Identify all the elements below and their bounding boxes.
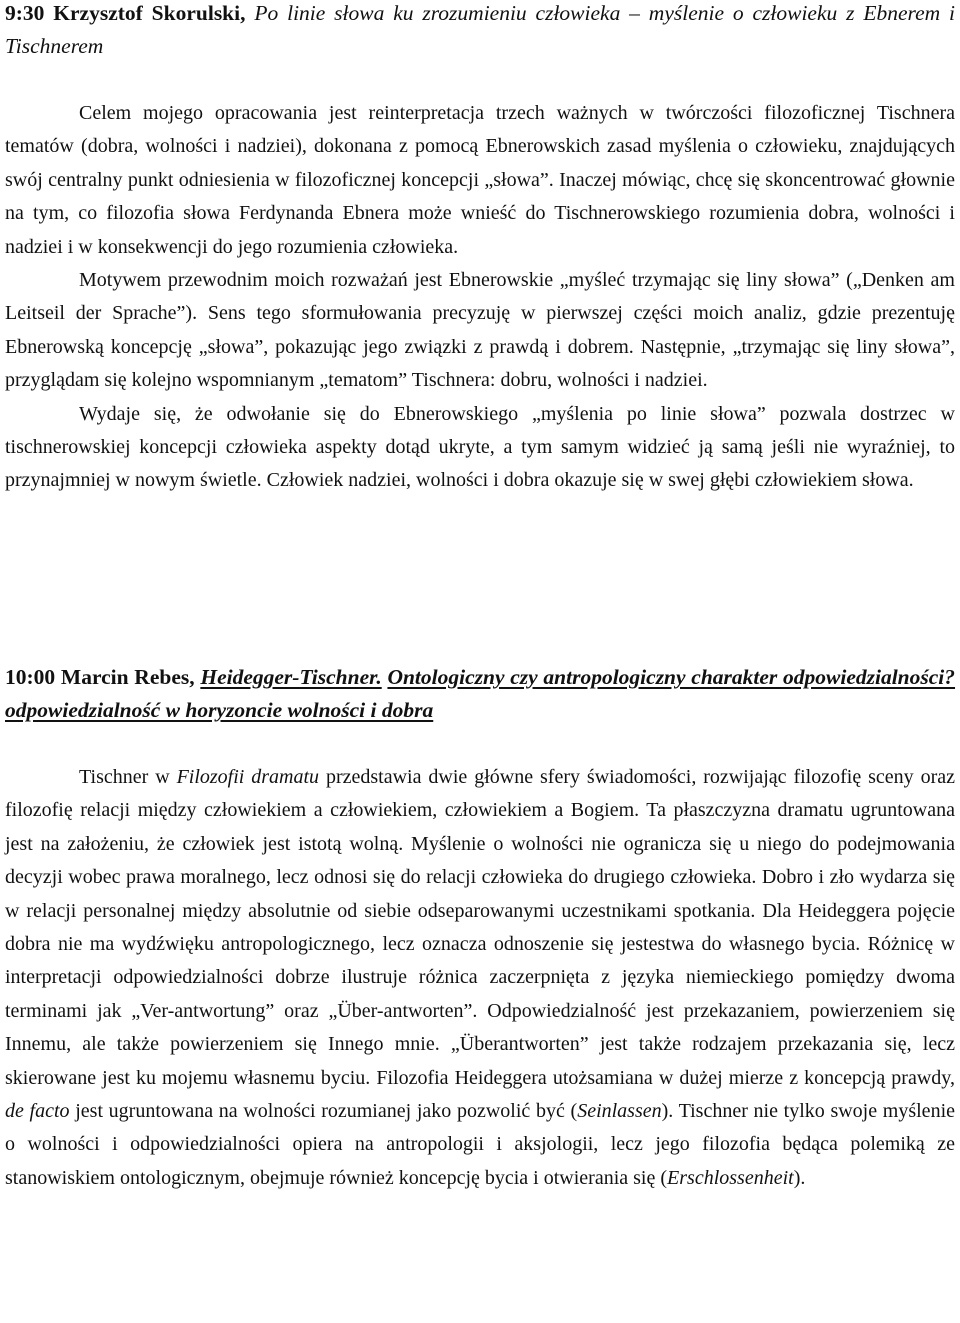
spacer	[5, 727, 955, 761]
talk-title-question: Ontologiczny czy antropologiczny charakter odpowiedzialności?	[387, 665, 956, 689]
term: Erschlossenheit	[667, 1166, 794, 1189]
talk-title: Po linie słowa ku zrozumieniu człowieka – myślenie o człowieku z Ebnerem i Tischnerem	[5, 1, 955, 58]
text-run: Tischner w	[79, 766, 177, 788]
author-name: Marcin Rebes,	[60, 665, 195, 689]
text-run: ). Tischner nie tylko swoje myślenie o wolności i odpowiedzialności opiera na antropologii i aksjologii, lecz jego filozofia będąca polemiką ze stanowiskiem ontologicznym, obejmuje również koncepcję bycia i otwierania się (	[5, 1100, 955, 1189]
session-time: 9:30	[5, 1, 45, 25]
emphasis: de facto	[5, 1100, 70, 1123]
paragraph: Celem mojego opracowania jest reinterpretacja trzech ważnych w twórczości filozoficznej Tischnera tematów (dobra, wolności i nadziei), dokonana z pomocą Ebnerowskich zasad myślenia o człowieku, znajdujących swój centralny punkt odniesienia w filozoficznej koncepcji „słowa”. Inaczej mówiąc, chcę się skoncentrować głownie na tym, co filozofia słowa Ferdynanda Ebnera może wnieść do Tischnerowskiego rozumienia dobra, wolności i nadziei i w konsekwencji do jego rozumienia człowieka.	[5, 102, 955, 258]
text-run: jest ugruntowana na wolności rozumianej jako pozwolić być (	[69, 1100, 578, 1123]
section-heading	[5, 0, 955, 63]
talk-subtitle: odpowiedzialność w horyzoncie wolności i dobra	[5, 698, 434, 722]
session-time: 10:00	[5, 665, 56, 689]
section-heading	[5, 661, 955, 727]
abstract-section-skorulski	[5, 0, 955, 498]
paragraph: Wydaje się, że odwołanie się do Ebnerowskiego „myślenia po linie słowa” pozwala dostrzec w tischnerowskiej koncepcji człowieka aspekty dotąd ukryte, a tym samym widzieć ją samą jeśli nie wyraźniej, to przynajmniej w nowym świetle. Człowiek nadziei, wolności i dobra okazuje się w swej głębi człowiekiem słowa.	[5, 402, 955, 492]
term: Seinlassen	[577, 1100, 662, 1123]
text-run: przedstawia dwie główne sfery świadomości, rozwijając filozofię sceny oraz filozofię relacji między człowiekiem a człowiekiem, człowiekiem a Bogiem. Ta płaszczyzna dramatu ugruntowana jest na założeniu, że człowiek jest istotą wolną. Myślenie o wolności nie ogranicza się u niego do podejmowania decyzji wobec prawa moralnego, lecz odnosi się do relacji człowieka do drugiego człowieka. Dobro i zło wydarza się w relacji personalnej między absolutnie od siebie odseparowanymi uczestnikami spotkania. Dla Heideggera pojęcie dobra nie ma wydźwięku antropologicznego, lecz oznacza odnoszenie się jestestwa do własnego bycia. Różnicę w interpretacji odpowiedzialności dobrze ilustruje różnica zaczerpnięta z języka niemieckiego pomiędzy dwoma terminami jak „Ver-antwortung” oraz „Über-antworten”. Odpowiedzialność jest przekazaniem, powierzeniem się Innemu, ale także powierzeniem się Innego mnie. „Überantworten” jest także rodzajem przekazania się, lecz skierowane jest ku mojemu własnemu byciu. Filozofia Heideggera utożsamiana w dużej mierze z koncepcją prawdy,	[5, 766, 955, 1089]
book-title: Filozofii dramatu	[176, 766, 320, 788]
talk-title-main: Heidegger-Tischner.	[200, 665, 382, 689]
abstract-section-rebes	[5, 661, 955, 1195]
paragraph: Motywem przewodnim moich rozważań jest Ebnerowskie „myśleć trzymając się liny słowa” („Denken am Leitseil der Sprache”). Sens tego sformułowania precyzuję w pierwszej części moich analiz, gdzie prezentuję Ebnerowską koncepcję „słowa”, pokazując jego związki z prawdą i dobrem. Następnie, „trzymając się liny słowa”, przyglądam się kolejno wspomnianym „tematom” Tischnera: dobru, wolności i nadziei.	[5, 269, 955, 392]
spacer	[5, 63, 955, 97]
author-name: Krzysztof Skorulski,	[53, 1, 246, 25]
text-run: ).	[793, 1166, 806, 1189]
paragraph	[5, 761, 955, 1195]
